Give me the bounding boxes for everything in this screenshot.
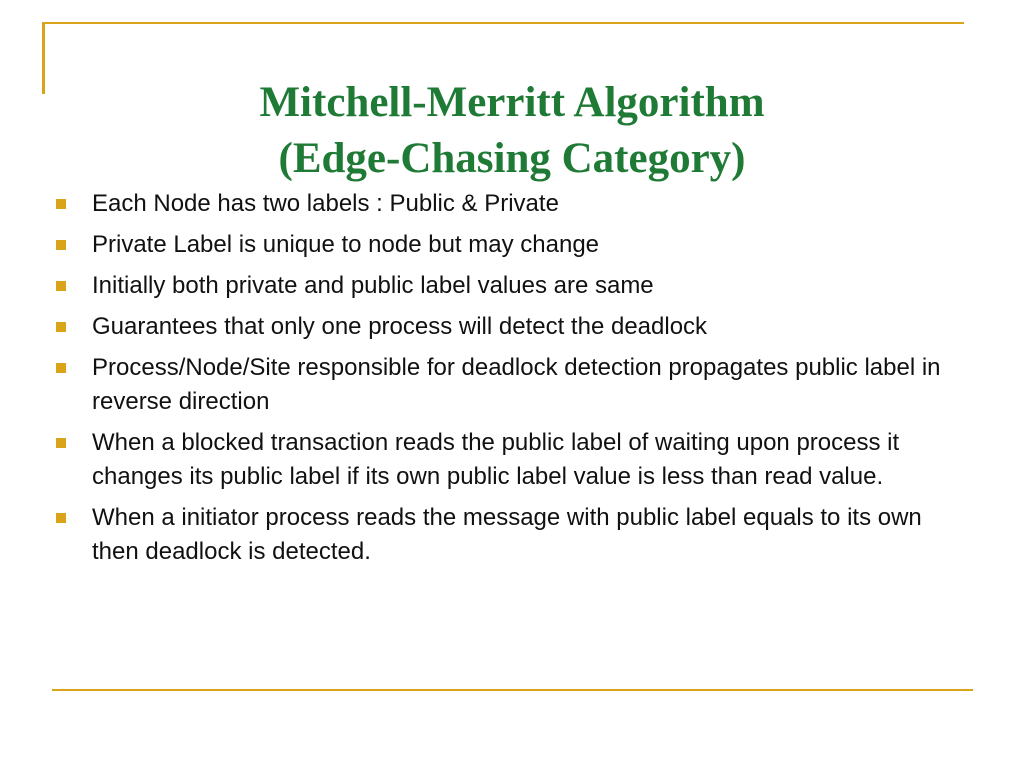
square-bullet-icon <box>56 513 66 523</box>
square-bullet-icon <box>56 199 66 209</box>
bullet-item <box>56 269 956 303</box>
square-bullet-icon <box>56 322 66 332</box>
bullet-text: Process/Node/Site responsible for deadlock detection propagates public label in reverse direction <box>92 354 941 415</box>
bullet-item <box>56 351 956 419</box>
slide-title-line-1: Mitchell-Merritt Algorithm <box>259 78 765 126</box>
square-bullet-icon <box>56 438 66 448</box>
slide-title-line-2: (Edge-Chasing Category) <box>278 134 746 182</box>
frame-vertical-line <box>42 22 45 94</box>
bullet-item <box>56 228 956 262</box>
bullet-text: Initially both private and public label values are same <box>92 272 654 299</box>
bullet-text: When a initiator process reads the message with public label equals to its own then deadlock is detected. <box>92 504 922 565</box>
bullet-text: Private Label is unique to node but may change <box>92 231 600 258</box>
slide-title <box>60 75 964 187</box>
frame-bottom-line <box>52 689 973 691</box>
frame-top-line <box>42 22 964 24</box>
bullet-text: Each Node has two labels : Public & Private <box>92 190 559 217</box>
square-bullet-icon <box>56 281 66 291</box>
bullet-item <box>56 426 956 494</box>
square-bullet-icon <box>56 240 66 250</box>
bullet-item <box>56 187 956 221</box>
bullet-item <box>56 501 956 569</box>
bullet-text: When a blocked transaction reads the public label of waiting upon process it changes its public label if its own public label value is less than read value. <box>92 429 900 490</box>
square-bullet-icon <box>56 363 66 373</box>
bullet-text: Guarantees that only one process will detect the deadlock <box>92 313 708 340</box>
bullet-item <box>56 310 956 344</box>
bullet-list <box>56 187 956 576</box>
